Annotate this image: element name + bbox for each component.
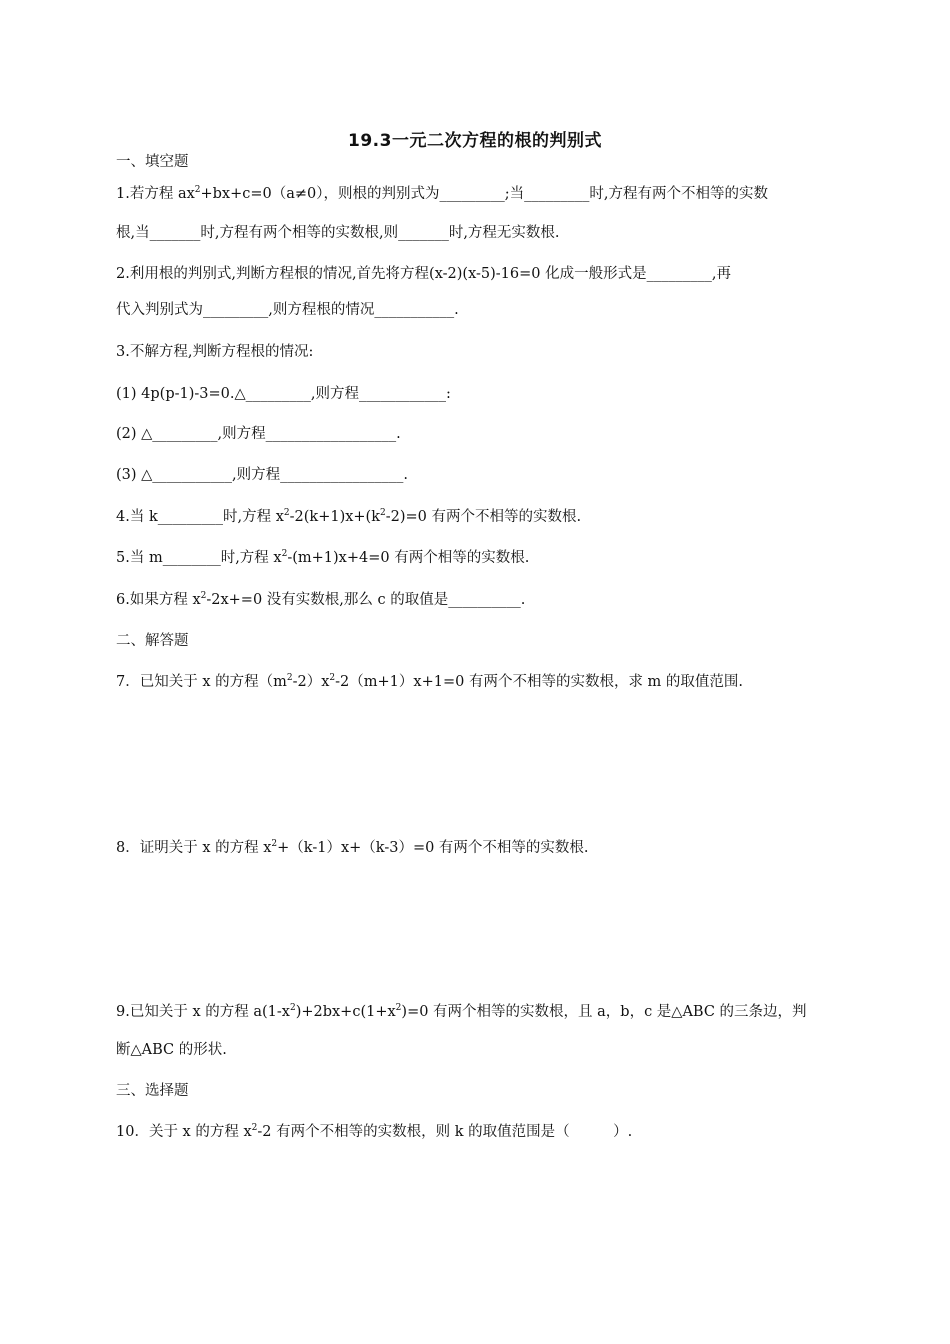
- question-3-intro: 3.不解方程,判断方程根的情况:: [116, 344, 314, 360]
- question-3-part-2: (2) △_________,则方程__________________.: [116, 426, 401, 442]
- question-8: 8．证明关于 x 的方程 $x^2+(k-1)x+(k-3)=0$ 有两个不相等的实数根.: [116, 839, 589, 856]
- question-3-part-1: (1) 4p(p-1)-3=0.△_________,则方程____________:: [116, 386, 451, 402]
- section-heading-solve: 二、解答题: [116, 633, 189, 649]
- question-1-line-2: 根,当_______时,方程有两个相等的实数根,则_______时,方程无实数根.: [116, 225, 560, 241]
- question-6: 6.如果方程 $x^2-2x+=0$ 没有实数根,那么 c 的取值是__________.: [116, 591, 526, 608]
- question-9-line-2: 断△ABC 的形状.: [116, 1042, 227, 1058]
- question-10: 10．关于 x 的方程 $x^2-2$ 有两个不相等的实数根，则 k 的取值范围是（ ）.: [116, 1123, 633, 1140]
- question-2-line-1: 2.利用根的判别式,判断方程根的情况,首先将方程(x-2)(x-5)-16=0 化成一般形式是_________,再: [116, 266, 731, 282]
- question-5: 5.当 m________时,方程 $x^2-(m+1)x+4=0$ 有两个相等的实数根.: [116, 549, 530, 566]
- question-2-line-2: 代入判别式为_________,则方程根的情况___________.: [116, 302, 459, 318]
- page-title: 19.3一元二次方程的根的判别式: [348, 131, 602, 151]
- question-7: 7．已知关于 x 的方程$(m^2-2)x^2-2(m+1)x+1=0$ 有两个不相等的实数根，求 m 的取值范围.: [116, 673, 744, 690]
- section-heading-fill-blank: 一、填空题: [116, 154, 189, 170]
- question-4: 4.当 k_________时,方程 $x^2-2(k+1)x+(k^2-2)=0$ 有两个不相等的实数根.: [116, 508, 582, 525]
- question-3-part-3: (3) △___________,则方程_________________.: [116, 467, 409, 483]
- question-9-line-1: 9.已知关于 x 的方程 $a(1-x^2)+2bx+c(1+x^2)=0$ 有两个相等的实数根，且 a，b，c 是△ABC 的三条边，判: [116, 1003, 807, 1020]
- section-heading-choice: 三、选择题: [116, 1083, 189, 1099]
- question-1-line-1: 1.若方程 $ax^2+bx+c=0(a\ne 0)$，则根的判别式为_________;当_________时,方程有两个不相等的实数: [116, 185, 769, 202]
